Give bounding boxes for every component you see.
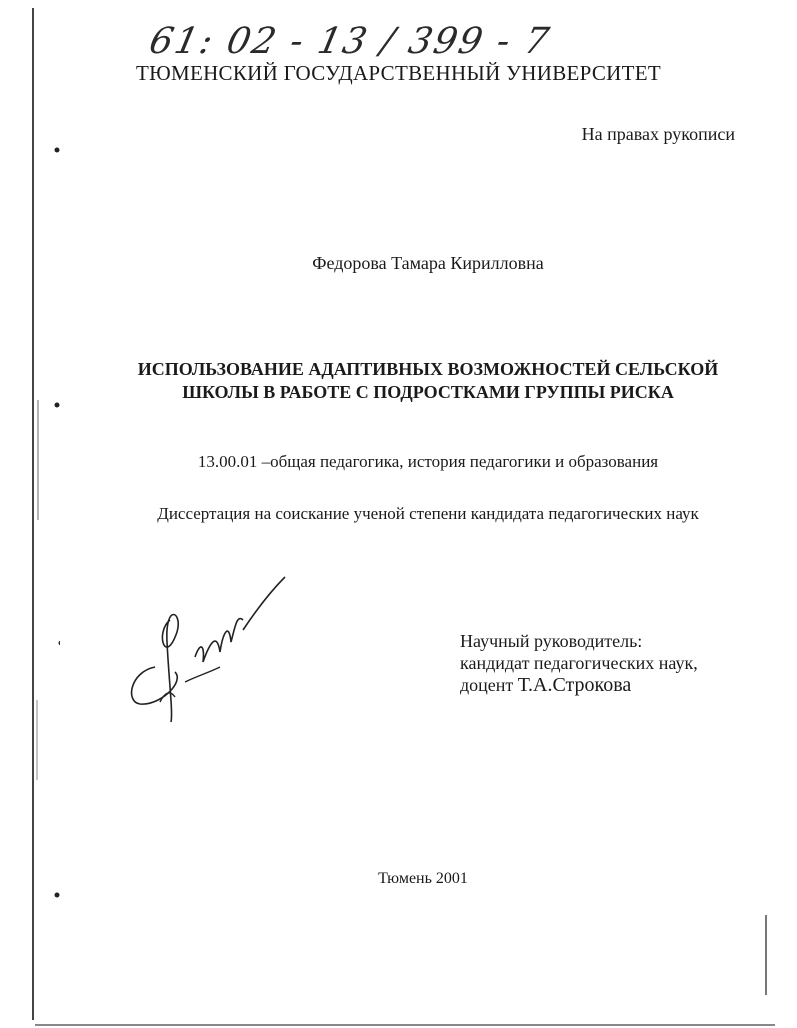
title-line-1: ИСПОЛЬЗОВАНИЕ АДАПТИВНЫХ ВОЗМОЖНОСТЕЙ СЕЛЬСКОЙ: [137, 359, 719, 379]
supervisor-block: [460, 630, 698, 696]
dissertation-title: [100, 358, 756, 404]
archive-number: 61: 02 - 13 / 399 - 7: [145, 21, 555, 62]
title-line-2: ШКОЛЫ В РАБОТЕ С ПОДРОСТКАМИ ГРУППЫ РИСКА: [182, 382, 674, 402]
supervisor-rank-name: [460, 674, 698, 696]
supervisor-rank: доцент: [460, 675, 514, 695]
signature: [125, 572, 295, 732]
supervisor-label: Научный руководитель:: [460, 631, 643, 651]
supervisor-name: Т.А.Строкова: [517, 674, 632, 696]
supervisor-degree: кандидат педагогических наук,: [460, 653, 698, 673]
university-name: ТЮМЕНСКИЙ ГОСУДАРСТВЕННЫЙ УНИВЕРСИТЕТ: [135, 61, 662, 85]
bottom-edge-line: [35, 1024, 775, 1026]
rights-notice: На правах рукописи: [581, 124, 735, 144]
city-year: Тюмень 2001: [378, 870, 468, 887]
specialty-code: 13.00.01 –общая педагогика, история педагогики и образования: [197, 452, 659, 471]
right-edge-mark: [765, 915, 767, 995]
author-name: Федорова Тамара Кирилловна: [312, 253, 544, 273]
dissertation-type: Диссертация на соискание ученой степени кандидата педагогических наук: [157, 504, 699, 523]
